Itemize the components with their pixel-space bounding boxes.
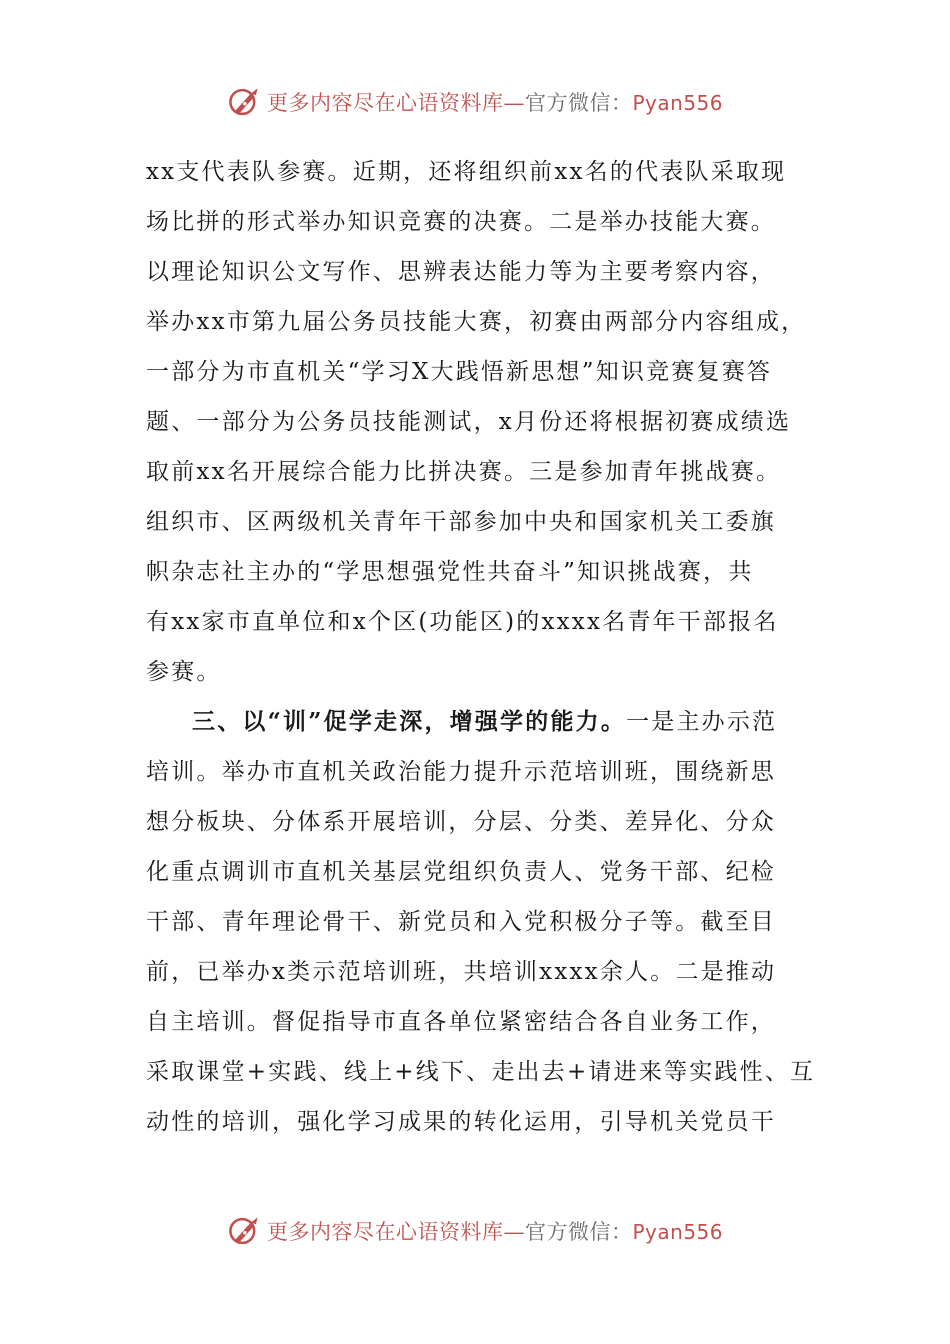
section-heading-rest: 一是主办示范 [626,709,778,735]
section-heading: 三、以“训”促学走深，增强学的能力。 [192,708,627,735]
body-line: 帜杂志社主办的“学思想强党性共奋斗”知识挑战赛，共 [146,559,754,585]
body-line: 有xx家市直单位和x个区(功能区)的xxxx名青年干部报名 [146,609,779,635]
body-line: 以理论知识公文写作、思辨表达能力等为主要考察内容， [146,259,776,285]
watermark-dash: — [503,91,525,115]
body-line: 干部、青年理论骨干、新党员和入党积极分子等。截至目 [146,909,776,935]
body-line: 培训。举办市直机关政治能力提升示范培训班，围绕新思 [146,759,776,785]
footer-watermark [0,1211,950,1251]
body-line: 采取课堂+实践、线上+线下、走出去+请进来等实践性、互 [146,1059,816,1085]
body-line: 参赛。 [146,659,222,685]
body-line: 一部分为市直机关“学习X大践悟新思想”知识竞赛复赛答 [146,359,773,385]
body-line: 场比拼的形式举办知识竞赛的决赛。二是举办技能大赛。 [146,209,776,235]
body-line: 举办xx市第九届公务员技能大赛，初赛由两部分内容组成， [146,309,807,335]
body-line: 前，已举办x类示范培训班，共培训xxxx余人。二是推动 [146,959,777,985]
watermark-id: Pyan556 [632,1220,723,1244]
document-body [146,147,816,1147]
watermark-main: 更多内容尽在心语资料库 [266,1220,504,1244]
watermark-id: Pyan556 [632,91,723,115]
watermark-sub: 官方微信： [524,1220,633,1244]
body-line: 自主培训。督促指导市直各单位紧密结合各自业务工作， [146,1009,776,1035]
watermark-main: 更多内容尽在心语资料库 [266,91,504,115]
body-line: xx支代表队参赛。近期，还将组织前xx名的代表队采取现 [146,159,787,185]
body-line: 取前xx名开展综合能力比拼决赛。三是参加青年挑战赛。 [146,459,782,485]
body-line: 题、一部分为公务员技能测试，x月份还将根据初赛成绩选 [146,409,792,435]
body-line: 想分板块、分体系开展培训，分层、分类、差异化、分众 [146,809,776,835]
header-watermark [0,82,950,122]
pen-nib-logo-icon [227,85,261,119]
watermark-dash: — [503,1220,525,1244]
watermark-text [267,87,723,117]
watermark-text [267,1216,723,1246]
pen-nib-logo-icon [227,1214,261,1248]
body-line: 化重点调训市直机关基层党组织负责人、党务干部、纪检 [146,859,776,885]
body-line: 动性的培训，强化学习成果的转化运用，引导机关党员干 [146,1109,776,1135]
body-line: 组织市、区两级机关青年干部参加中央和国家机关工委旗 [146,509,776,535]
section-heading-line [146,697,816,747]
watermark-sub: 官方微信： [524,91,633,115]
